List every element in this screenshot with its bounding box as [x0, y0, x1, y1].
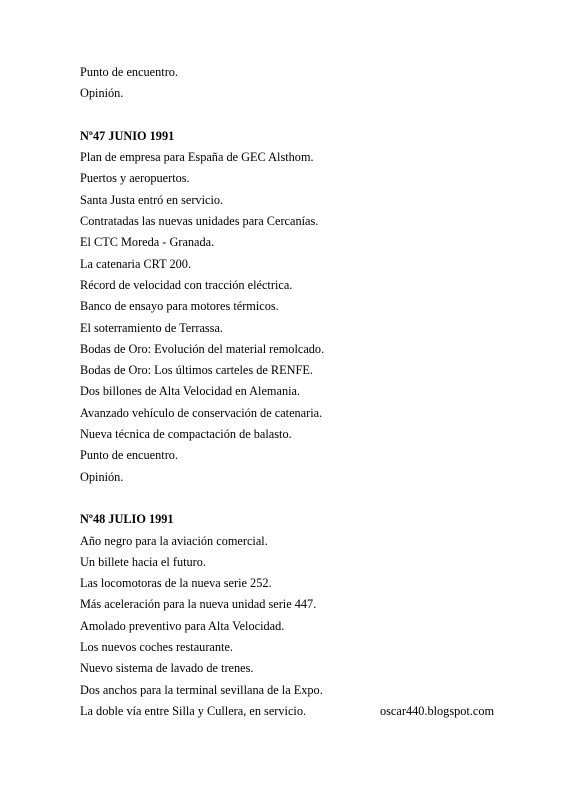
list-item-with-footer — [80, 701, 520, 722]
list-item: Bodas de Oro: Los últimos carteles de RENFE. — [80, 363, 313, 378]
list-item: Un billete hacia el futuro. — [80, 554, 206, 569]
list-item: Santa Justa entró en servicio. — [80, 192, 224, 207]
list-item: Punto de encuentro. — [80, 448, 179, 463]
list-item: Los nuevos coches restaurante. — [80, 640, 233, 655]
list-item: La doble vía entre Silla y Cullera, en servicio. — [80, 703, 307, 718]
list-item: Dos billones de Alta Velocidad en Alemania. — [80, 384, 301, 399]
issue-47-heading: Nº47 JUNIO 1991 — [80, 128, 175, 143]
list-item: Opinión. — [80, 469, 124, 484]
list-item: Punto de encuentro. — [80, 65, 179, 79]
list-item: Amolado preventivo para Alta Velocidad. — [80, 618, 285, 633]
list-item: Opinión. — [80, 86, 124, 101]
issue-48-heading: Nº48 JULIO 1991 — [80, 512, 174, 527]
list-item: Récord de velocidad con tracción eléctrica. — [80, 277, 293, 292]
document-page — [80, 62, 520, 722]
list-item: Plan de empresa para España de GEC Alsthom. — [80, 150, 314, 165]
list-item: La catenaria CRT 200. — [80, 256, 192, 271]
list-item: Avanzado vehículo de conservación de catenaria. — [80, 405, 323, 420]
list-item: Año negro para la aviación comercial. — [80, 533, 268, 548]
list-item: Nueva técnica de compactación de balasto. — [80, 427, 292, 442]
list-item: Dos anchos para la terminal sevillana de la Expo. — [80, 682, 323, 697]
list-item: Banco de ensayo para motores térmicos. — [80, 299, 279, 314]
spacer — [80, 105, 520, 126]
spacer — [80, 488, 520, 509]
list-item: Nuevo sistema de lavado de trenes. — [80, 661, 254, 676]
list-item: Contratadas las nuevas unidades para Cercanías. — [80, 214, 319, 229]
list-item: El CTC Moreda - Granada. — [80, 235, 215, 250]
blog-url: oscar440.blogspot.com — [380, 703, 495, 718]
list-item: Bodas de Oro: Evolución del material remolcado. — [80, 341, 325, 356]
list-item: Las locomotoras de la nueva serie 252. — [80, 576, 272, 591]
list-item: Puertos y aeropuertos. — [80, 171, 190, 186]
list-item: El soterramiento de Terrassa. — [80, 320, 224, 335]
list-item: Más aceleración para la nueva unidad serie 447. — [80, 597, 317, 612]
